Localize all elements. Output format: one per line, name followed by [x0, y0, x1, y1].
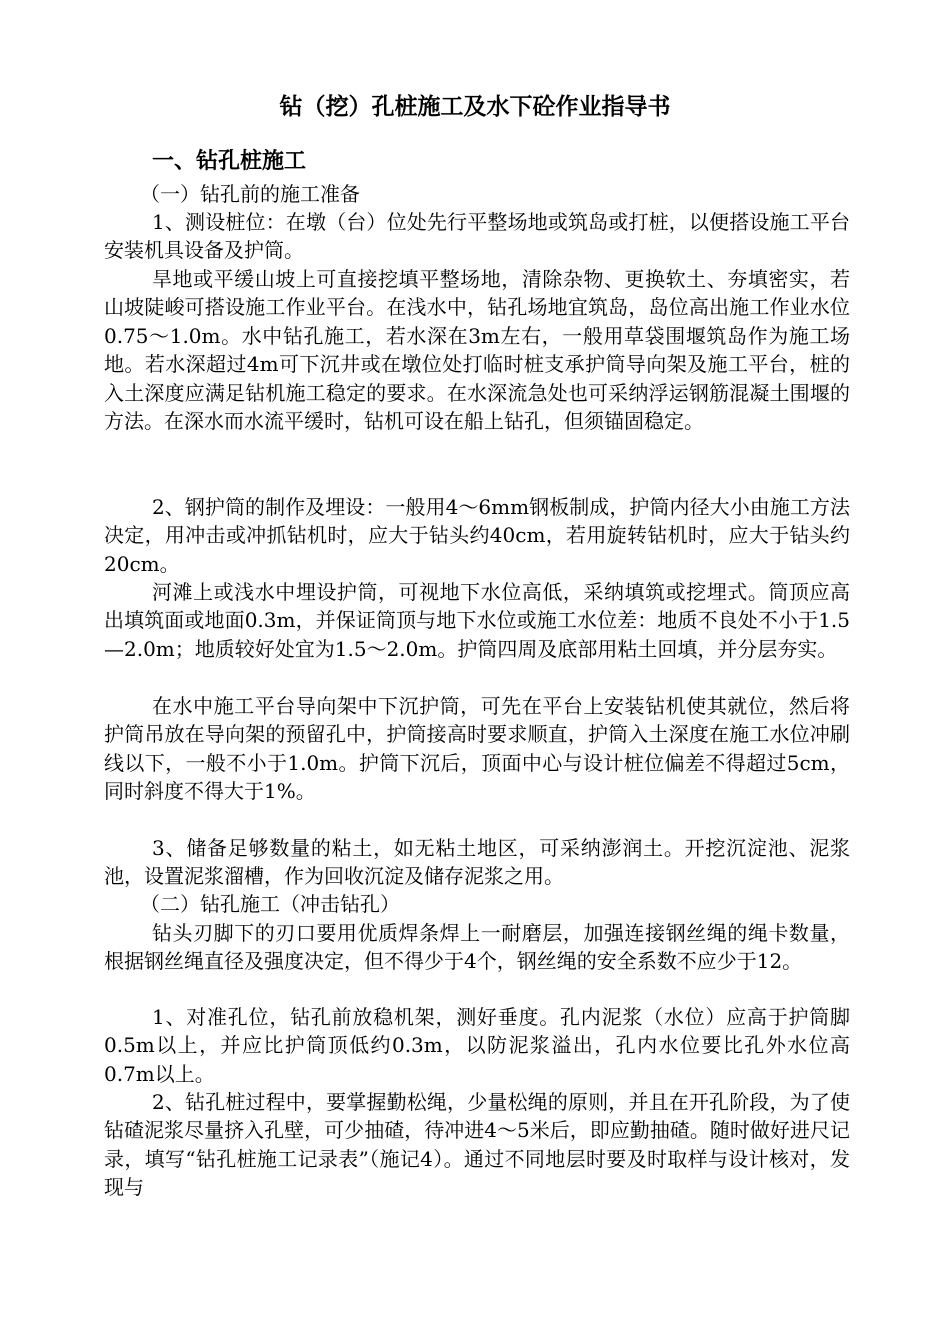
paragraph: 在水中施工平台导向架中下沉护筒，可先在平台上安装钻机使其就位，然后将护筒吊放在导向架的预留孔中，护筒接高时要求顺直，护筒入土深度在施工水位冲刷线以下，一般不小于1.0m。护筒下沉后，顶面中心与设计桩位偏差不得超过5cm，同时斜度不得大于1%。	[104, 694, 850, 804]
document-title: 钻（挖）孔桩施工及水下砼作业指导书	[279, 93, 671, 120]
subsection-heading: （二）钻孔施工（冲击钻孔）	[140, 892, 400, 916]
paragraph: 河滩上或浅水中埋设护筒，可视地下水位高低，采纳填筑或挖埋式。筒顶应高出填筑面或地面0.3m，并保证筒顶与地下水位或施工水位差：地质不良处不小于1.5—2.0m；地质较好处宜为1.5～2.0m。护筒四周及底部用粘土回填，并分层夯实。	[104, 580, 850, 661]
paragraph: 2、钢护筒的制作及埋设：一般用4～6mm钢板制成，护筒内径大小由施工方法决定，用冲击或冲抓钻机时，应大于钻头约40cm，若用旋转钻机时，应大于钻头约20cm。	[104, 495, 850, 576]
paragraph: 钻头刃脚下的刃口要用优质焊条焊上一耐磨层，加强连接钢丝绳的绳卡数量，根据钢丝绳直径及强度决定，但不得少于4个，钢丝绳的安全系数不应少于12。	[104, 921, 850, 974]
subsection-heading: （一）钻孔前的施工准备	[140, 182, 360, 206]
paragraph: 3、储备足够数量的粘土，如无粘土地区，可采纳澎润土。开挖沉淀池、泥浆池，设置泥浆溜槽，作为回收沉淀及储存泥浆之用。	[104, 836, 850, 889]
paragraph: 1、对准孔位，钻孔前放稳机架，测好垂度。孔内泥浆（水位）应高于护筒脚0.5m以上，并应比护筒顶低约0.3m，以防泥浆溢出，孔内水位要比孔外水位高0.7m以上。	[104, 1005, 850, 1086]
paragraph: 2、钻孔桩过程中，要掌握勤松绳，少量松绳的原则，并且在开孔阶段，为了使钻碴泥浆尽量挤入孔壁，可少抽碴，待冲进4～5米后，即应勤抽碴。随时做好进尺记录，填写“钻孔桩施工记录表”（施记4）。通过不同地层时要及时取样与设计核对，发现与	[104, 1090, 850, 1200]
paragraph: 1、测设桩位：在墩（台）位处先行平整场地或筑岛或打桩，以便搭设施工平台安装机具设备及护筒。	[104, 210, 850, 263]
paragraph: 旱地或平缓山坡上可直接挖填平整场地，清除杂物、更换软土、夯填密实，若山坡陡峻可搭设施工作业平台。在浅水中，钻孔场地宜筑岛，岛位高出施工作业水位0.75～1.0m。水中钻孔施工，若水深在3m左右，一般用草袋围堰筑岛作为施工场地。若水深超过4m可下沉井或在墩位处打临时桩支承护筒导向架及施工平台，桩的入土深度应满足钻机施工稳定的要求。在水深流急处也可采纳浮运钢筋混凝土围堰的方法。在深水而水流平缓时，钻机可设在船上钻孔，但须锚固稳定。	[104, 267, 850, 434]
section-heading: 一、钻孔桩施工	[152, 148, 307, 174]
